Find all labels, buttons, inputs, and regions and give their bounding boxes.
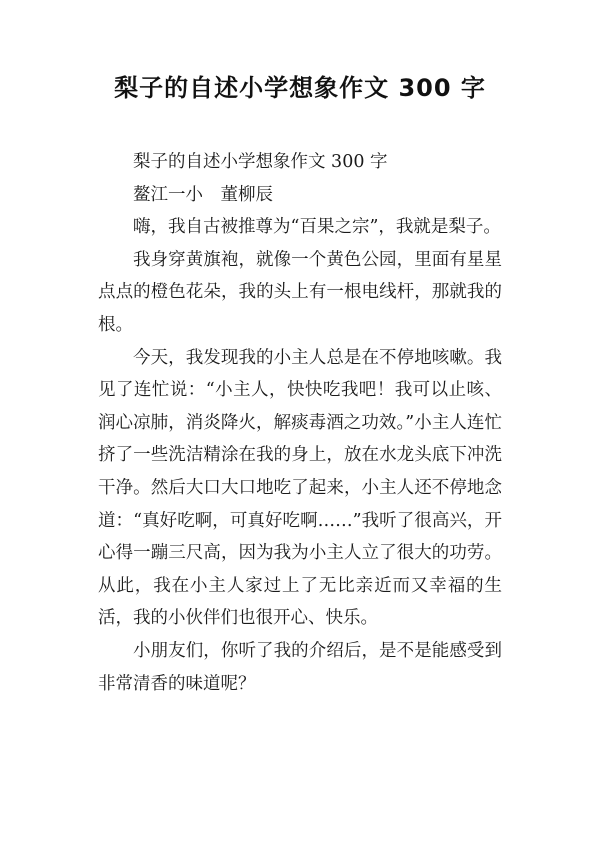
- paragraph-intro: 嗨，我自古被推尊为“百果之宗”，我就是梨子。: [133, 217, 501, 238]
- paragraph-appearance: 我身穿黄旗袍，就像一个黄色公园，里面有星星点点的橙色花朵，我的头上有一根电线杆，那就我的根。: [98, 249, 502, 335]
- paragraph-author: 鳌江一小 董柳辰: [133, 184, 273, 205]
- paragraph-subtitle: 梨子的自述小学想象作文 300 字: [133, 152, 388, 172]
- paragraph-ending: 小朋友们，你听了我的介绍后，是不是能感受到非常清香的味道呢？: [98, 640, 502, 694]
- document-body: [98, 146, 502, 700]
- document-title: 梨子的自述小学想象作文 300 字: [114, 74, 486, 102]
- paragraph-story: 今天，我发现我的小主人总是在不停地咳嗽。我见了连忙说：“小主人，快快吃我吧！我可以止咳、润心凉肺，消炎降火，解痰毒酒之功效。”小主人连忙挤了一些洗洁精涂在我的身上，放在水龙头底下冲洗干净。然后大口大口地吃了起来，小主人还不停地念道：“真好吃啊，可真好吃啊……”我听了很高兴，开心得一蹦三尺高，因为我为小主人立了很大的功劳。从此，我在小主人家过上了无比亲近而又幸福的生活，我的小伙伴们也很开心、快乐。: [98, 347, 502, 629]
